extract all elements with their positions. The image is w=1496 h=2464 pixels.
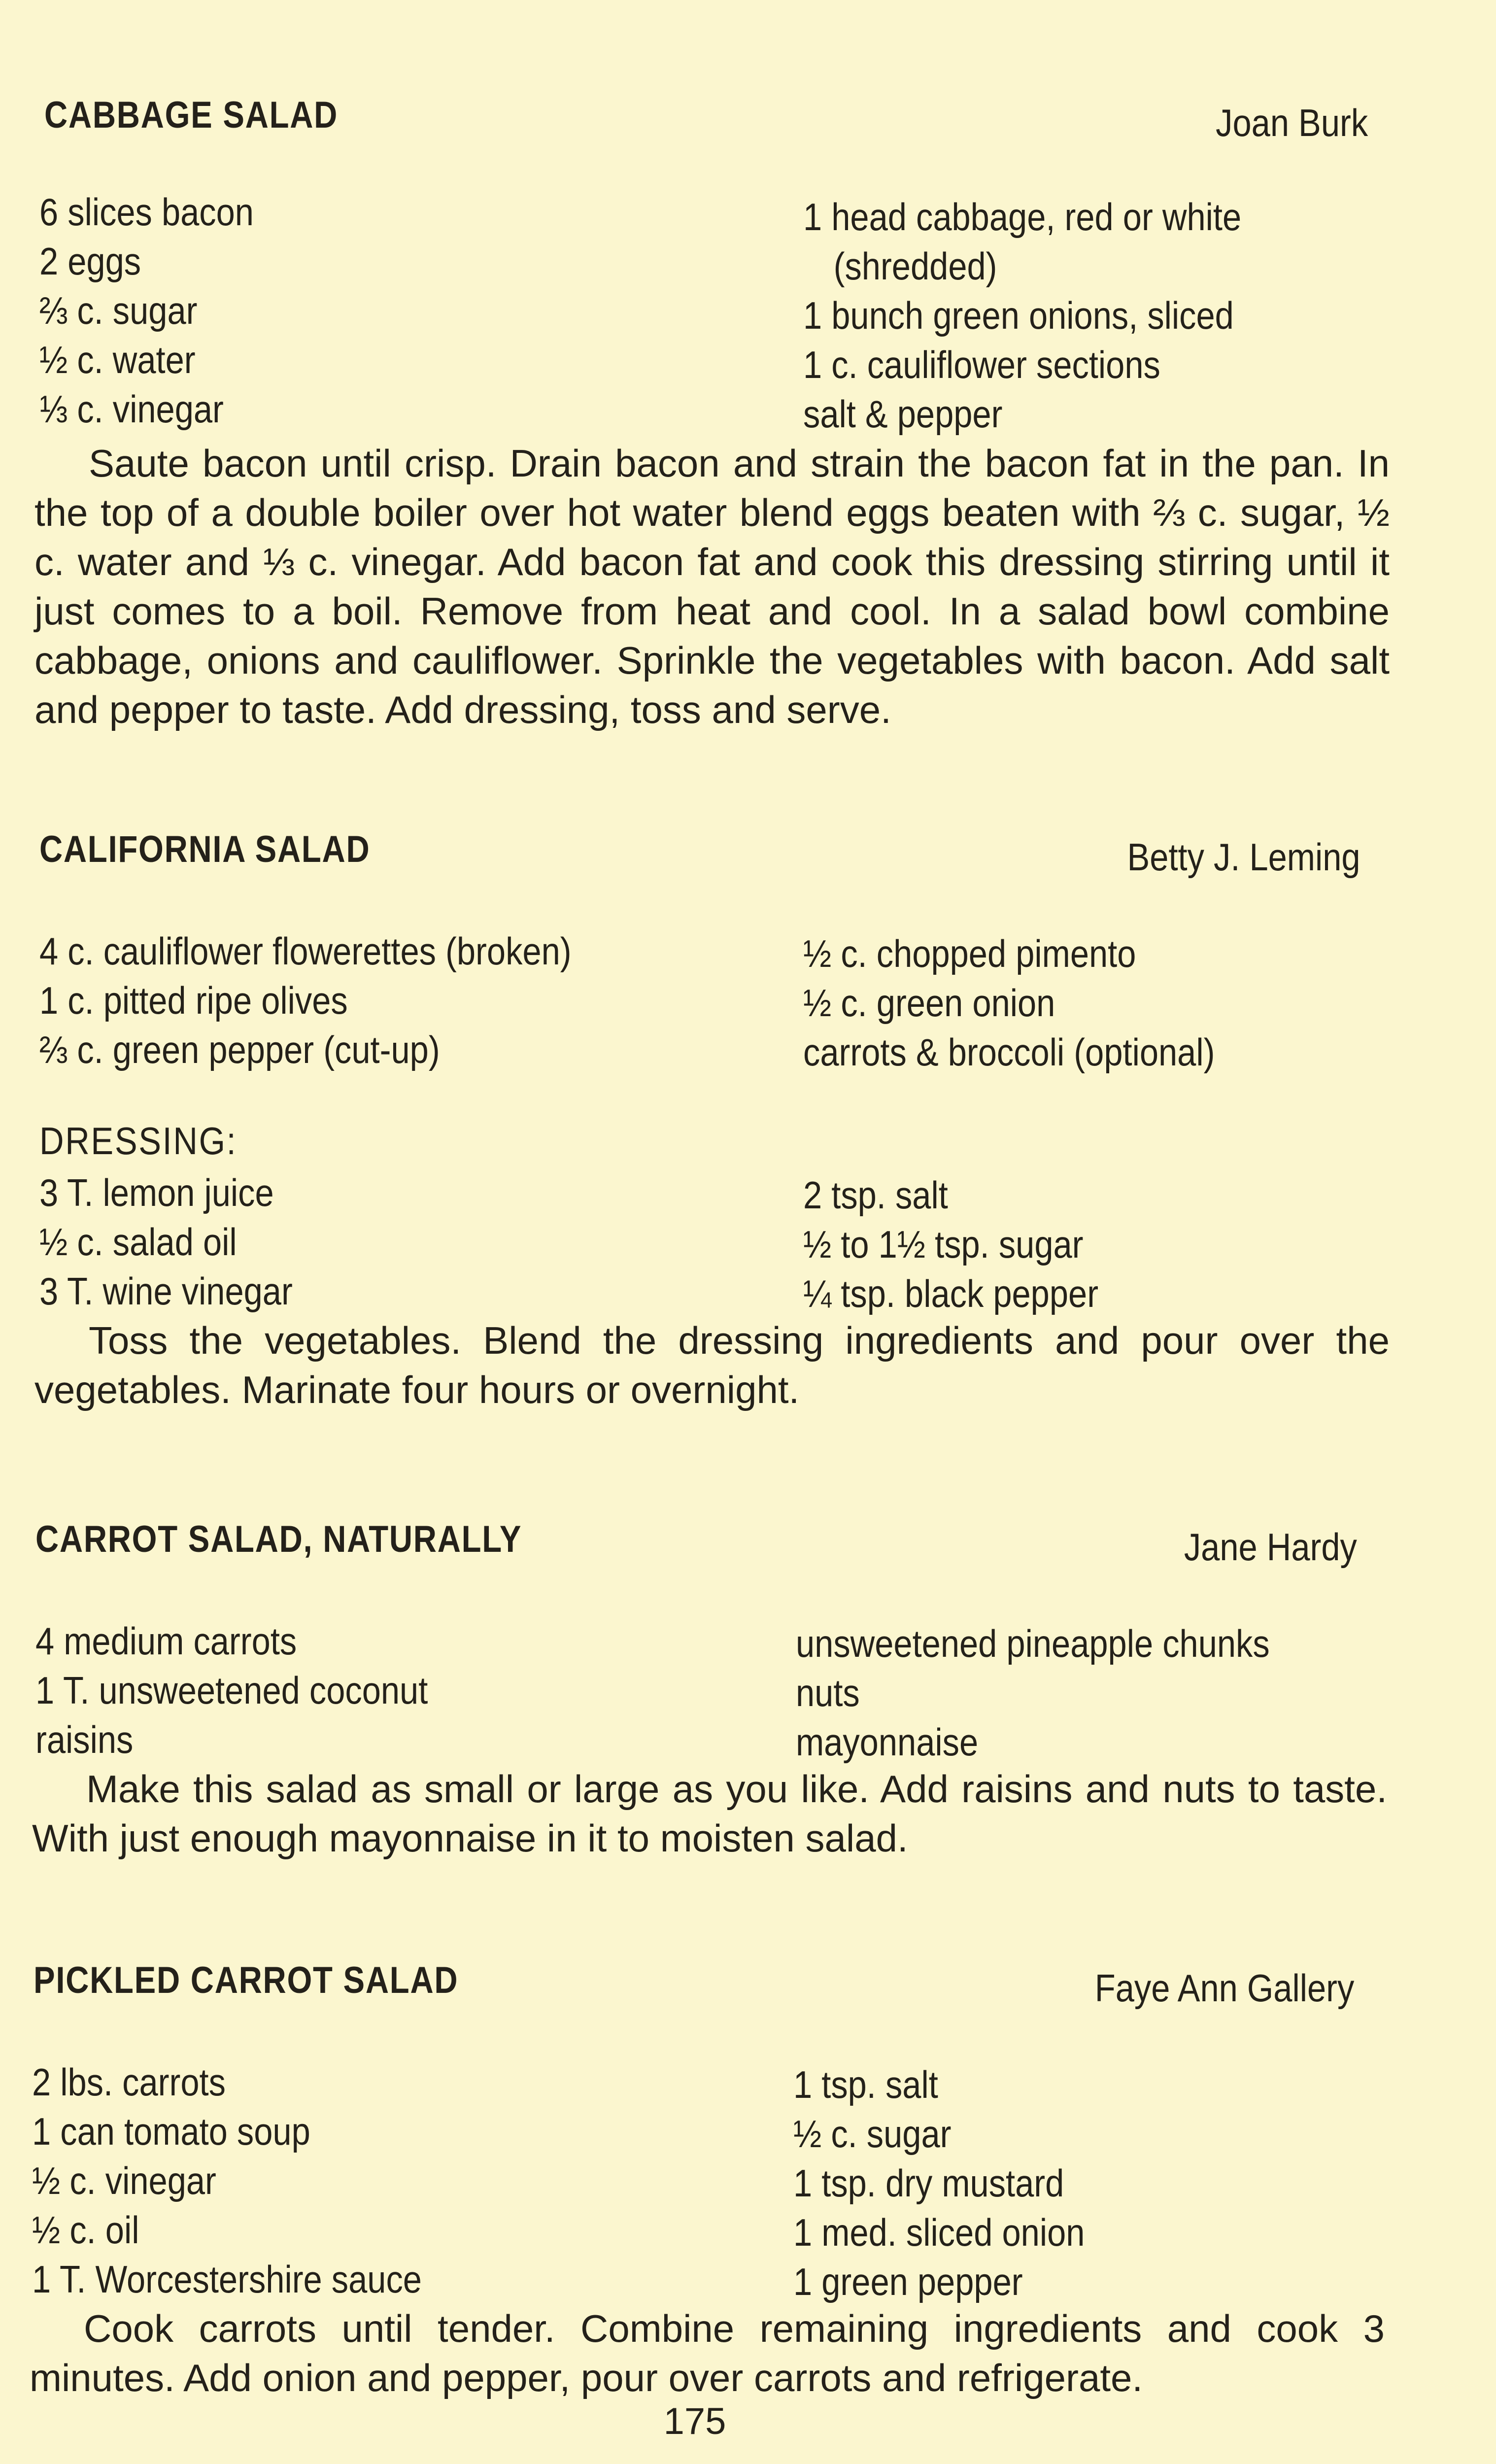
ingredient: 1 med. sliced onion: [793, 2211, 1085, 2254]
ingredient: ½ c. water: [39, 338, 196, 381]
page-number: 175: [663, 2400, 726, 2442]
ingredient: ⅔ c. green pepper (cut-up): [39, 1028, 440, 1071]
dressing-ingredients-right: [803, 1170, 1098, 1318]
recipe-author: Jane Hardy: [1184, 1525, 1357, 1569]
ingredient: ½ c. green onion: [803, 981, 1055, 1025]
ingredient: carrots & broccoli (optional): [803, 1030, 1215, 1074]
ingredient: ¼ tsp. black pepper: [803, 1272, 1099, 1315]
ingredient: 2 tsp. salt: [803, 1173, 948, 1217]
ingredient: 1 can tomato soup: [32, 2110, 310, 2153]
ingredient: 4 c. cauliflower flowerettes (broken): [39, 929, 572, 973]
ingredient: 1 T. Worcestershire sauce: [32, 2258, 422, 2301]
ingredient: nuts: [796, 1671, 860, 1714]
recipe-author: Joan Burk: [1215, 101, 1368, 144]
ingredients-left: [35, 1616, 428, 1764]
ingredient: 2 lbs. carrots: [32, 2060, 226, 2104]
ingredients-left: [39, 187, 254, 434]
recipe-directions: Saute bacon until crisp. Drain bacon and strain the bacon fat in the pan. In the top of a double boiler over hot water blend eggs beaten with ⅔ c. sugar, ½ c. water and ⅓ c. vinegar. Add bacon fat and cook this dressing stirring until it just comes to a boil. Remove from heat and cool. In a salad bowl combine cabbage, onions and cauliflower. Sprinkle the vegetables with bacon. Add salt and pepper to taste. Add dressing, toss and serve.: [34, 442, 1390, 731]
ingredient: ½ c. salad oil: [39, 1220, 237, 1264]
ingredient: 2 eggs: [39, 240, 141, 283]
dressing-ingredients-left: [39, 1168, 293, 1316]
recipe-author: Faye Ann Gallery: [1094, 1966, 1354, 2010]
recipe-title: PICKLED CARROT SALAD: [34, 1959, 459, 2001]
ingredient: 1 c. pitted ripe olives: [39, 979, 348, 1022]
ingredient: ⅓ c. vinegar: [39, 387, 224, 431]
ingredients-left: [32, 2057, 422, 2304]
recipe-title: CARROT SALAD, NATURALLY: [35, 1518, 522, 1560]
ingredients-right: [803, 929, 1215, 1077]
ingredients-right: [796, 1619, 1270, 1767]
ingredient: 3 T. wine vinegar: [39, 1269, 293, 1313]
ingredient: 4 medium carrots: [35, 1619, 297, 1663]
ingredient: salt & pepper: [803, 392, 1003, 436]
ingredient: 6 slices bacon: [39, 190, 254, 234]
ingredient: 1 tsp. dry mustard: [793, 2161, 1064, 2205]
ingredients-left: [39, 926, 572, 1074]
ingredient: 1 green pepper: [793, 2260, 1023, 2303]
dressing-heading: DRESSING:: [39, 1119, 238, 1163]
ingredients-right: [793, 2060, 1085, 2306]
ingredient: (shredded): [833, 244, 997, 288]
ingredient: ½ c. sugar: [793, 2112, 952, 2156]
ingredient: 1 tsp. salt: [793, 2063, 938, 2106]
ingredient: ½ c. vinegar: [32, 2159, 216, 2202]
ingredient: 1 bunch green onions, sliced: [803, 294, 1234, 337]
ingredient: raisins: [35, 1718, 134, 1761]
recipe-directions: Toss the vegetables. Blend the dressing ingredients and pour over the vegetables. Marinate four hours or overnight.: [34, 1319, 1390, 1411]
ingredient: ½ c. chopped pimento: [803, 932, 1136, 975]
ingredient: 1 head cabbage, red or white: [803, 195, 1242, 239]
ingredient: ⅔ c. sugar: [39, 289, 198, 332]
ingredient: 1 c. cauliflower sections: [803, 343, 1160, 386]
recipe-title: CABBAGE SALAD: [44, 94, 339, 136]
recipe-author: Betty J. Leming: [1127, 835, 1360, 879]
ingredient: ½ to 1½ tsp. sugar: [803, 1223, 1084, 1266]
ingredients-right: [803, 192, 1241, 439]
ingredient: ½ c. oil: [32, 2208, 139, 2252]
ingredient: 3 T. lemon juice: [39, 1171, 274, 1214]
ingredient: unsweetened pineapple chunks: [796, 1622, 1270, 1665]
recipe-directions: Cook carrots until tender. Combine remaining ingredients and cook 3 minutes. Add onion and pepper, pour over carrots and refrigerate.: [30, 2307, 1385, 2399]
ingredient: mayonnaise: [796, 1720, 979, 1764]
recipe-directions: Make this salad as small or large as you like. Add raisins and nuts to taste. With just enough mayonnaise in it to moisten salad.: [32, 1767, 1387, 1860]
recipe-title: CALIFORNIA SALAD: [39, 828, 371, 870]
ingredient: 1 T. unsweetened coconut: [35, 1669, 428, 1712]
